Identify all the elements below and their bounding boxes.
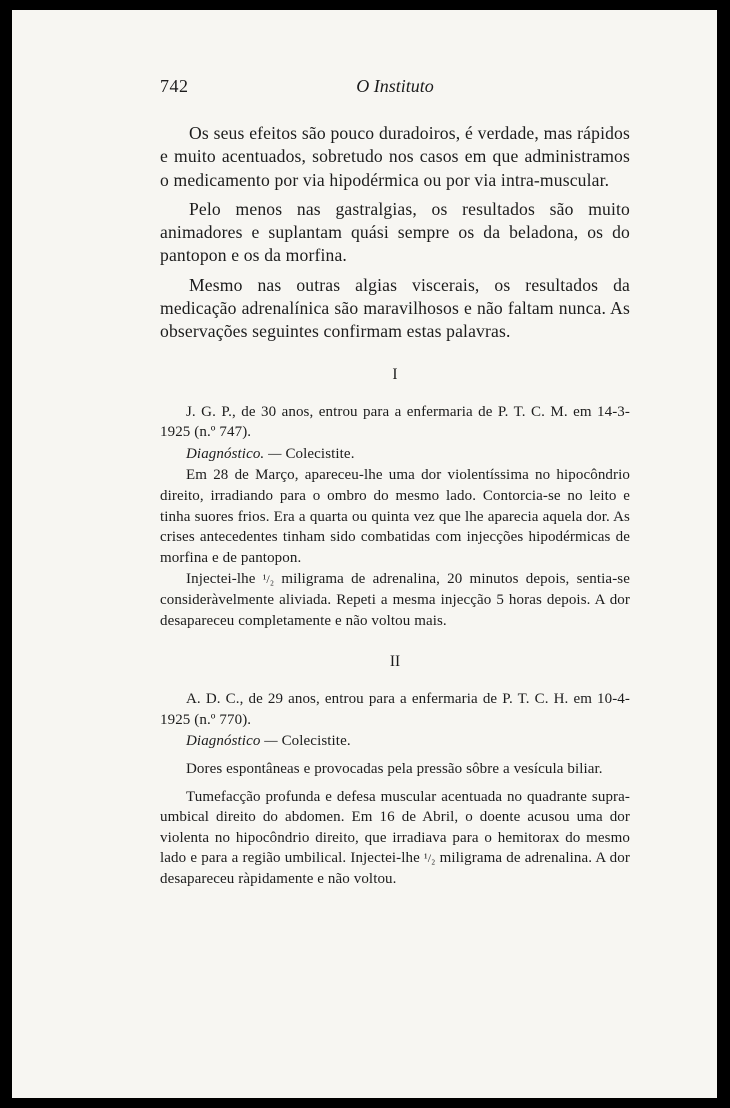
case-1-treatment [160, 569, 630, 631]
case-1 [160, 402, 630, 632]
case-1-diagnosis-label: Diagnóstico. — [186, 445, 282, 462]
case-2-findings-start: Tumefacção profunda e defesa muscular acentuada no quadrante supra-umbical direito do abdomen. Em 16 de Abril, o doente acusou uma dor violenta no hipocôndrio direito, que irradiava para o hemitorax do mesmo lado e para a região umbilical. Injectei-lhe [160, 788, 630, 867]
case-2-diagnosis-value: Colecistite. [281, 733, 351, 750]
case-2-symptoms: Dores espontâneas e provocadas pela pressão sôbre a vesícula biliar. [186, 760, 603, 777]
intro-paragraph-1: Os seus efeitos são pouco duradoiros, é verdade, mas rápidos e muito acentuados, sobretudo nos casos em que administramos o medicamento por via hipodérmica ou por via intra-muscular. [160, 123, 630, 190]
running-title: O Instituto [356, 76, 434, 96]
case-1-treatment-start: Injectei-lhe [186, 571, 256, 588]
body-text [160, 122, 630, 890]
case-1-treatment-end: miligrama de adrenalina, 20 minutos depois, sentia-se consideràvelmente aliviada. Repeti a mesma injecção 5 horas depois. A dor desapareceu completamente e não voltou mais. [160, 571, 630, 629]
page-number: 742 [160, 76, 189, 96]
book-page [12, 10, 717, 1098]
intro-paragraph-2: Pelo menos nas gastralgias, os resultados são muito animadores e suplantam quási sempre os da beladona, os do pantopon e os da morfina. [160, 198, 630, 266]
case-1-diagnosis-value: Colecistite. [285, 445, 355, 462]
case-2-diagnosis [160, 731, 630, 752]
case-1-history: Em 28 de Março, apareceu-lhe uma dor violentíssima no hipocôndrio direito, irradiando para o ombro do mesmo lado. Contorcia-se no leito e tinha suores frios. Era a quarta ou quinta vez que lhe aparecia aquela dor. As crises antecedentes tinham sido combatidas com injecções hipodérmicas de morfina e de pantopon. [160, 467, 630, 566]
case-2 [160, 689, 630, 889]
case-1-patient: J. G. P., de 30 anos, entrou para a enfermaria de P. T. C. M. em 14-3-1925 (n.º 747). [160, 403, 630, 441]
case-1-diagnosis [160, 444, 630, 465]
case-2-diagnosis-label: Diagnóstico — [186, 733, 278, 750]
case-2-dose-fraction: ¹/₂ [424, 851, 436, 866]
case-2-heading: II [389, 653, 401, 671]
case-1-heading: I [392, 365, 398, 383]
page-header [160, 76, 630, 102]
intro-paragraph-3: Mesmo nas outras algias viscerais, os resultados da medicação adrenalínica são maravilhosos e não faltam nunca. As observações seguintes confirmam estas palavras. [160, 274, 630, 342]
case-1-dose-fraction: ¹/₂ [262, 572, 275, 587]
case-2-findings-end: miligrama de adrenalina. A dor desapareceu ràpidamente e não voltou. [160, 850, 630, 887]
case-2-patient: A. D. C., de 29 anos, entrou para a enfermaria de P. T. C. H. em 10-4-1925 (n.º 770). [160, 691, 630, 728]
case-2-findings [160, 787, 630, 890]
